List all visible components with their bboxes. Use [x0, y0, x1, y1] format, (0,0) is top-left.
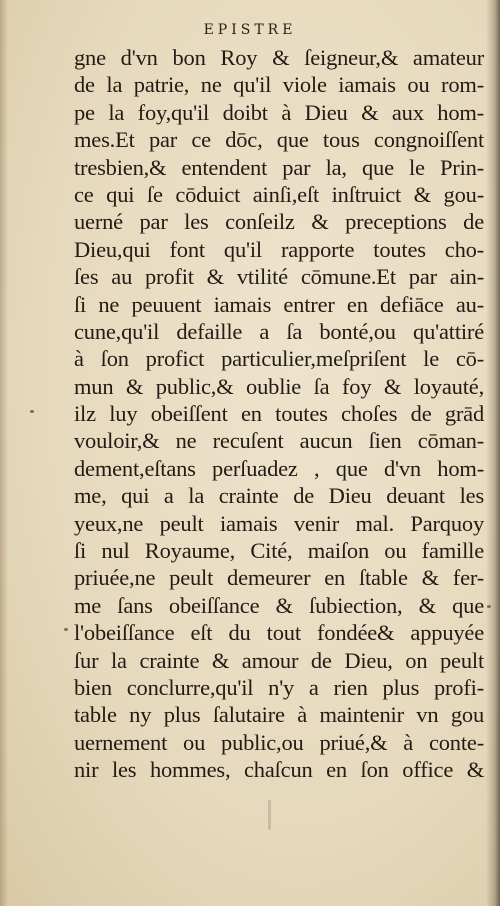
text-line: ilz luy obeiſſent en toutes choſes de grād: [74, 401, 484, 427]
text-line: ſi nul Royaume, Cité, maiſon ou famille: [74, 538, 484, 564]
text-line: gne d'vn bon Roy & ſeigneur,& amateur: [74, 45, 484, 70]
text-line: mun & public,& oublie ſa foy & loyauté,: [74, 373, 484, 399]
body-text: [74, 44, 484, 784]
text-line: l'obeiſſance eſt du tout fondée& appuyée: [74, 620, 484, 646]
text-line: à ſon profict particulier,meſpriſent le cō-: [74, 346, 484, 372]
page-gutter-shadow: [0, 0, 8, 906]
text-line: de la patrie, ne qu'il viole iamais ou rom-: [74, 72, 484, 98]
text-line: pe la foy,qu'il doibt à Dieu & aux hom-: [74, 99, 484, 125]
text-line: uerné par les conſeilz & preceptions de: [74, 209, 484, 235]
text-line: bien conclurre,qu'il n'y a rien plus profi-: [74, 674, 484, 700]
text-line: tresbien,& entendent par la, que le Prin-: [74, 154, 484, 180]
margin-mark: [487, 605, 491, 608]
text-line: ſes au profit & vtilité cōmune.Et par ain-: [74, 264, 484, 290]
text-line: ſi ne peuuent iamais entrer en defiāce au-: [74, 291, 484, 317]
margin-mark: [64, 628, 68, 631]
text-line: ce qui ſe cōduict ainſi,eſt inſtruict & gou-: [74, 181, 484, 207]
text-line: priuée,ne peult demeurer en ſtable & fer-: [74, 565, 484, 591]
margin-mark: [30, 410, 34, 413]
text-line: vouloir,& ne recuſent aucun ſien cōman-: [74, 428, 484, 454]
text-line: dement,eſtans perſuadez , que d'vn hom-: [74, 455, 484, 481]
text-line: me ſans obeiſſance & ſubiection, & que: [74, 592, 484, 618]
text-line: yeux,ne peult iamais venir mal. Parquoy: [74, 510, 484, 536]
text-line: Dieu,qui font qu'il rapporte toutes cho-: [74, 236, 484, 262]
text-line: me, qui a la crainte de Dieu deuant les: [74, 483, 484, 509]
paper-stain: [268, 800, 271, 830]
text-line: ſur la crainte & amour de Dieu, on peult: [74, 647, 484, 673]
running-head: EPISTRE: [203, 22, 297, 38]
text-line: nir les hommes, chaſcun en ſon office &: [74, 757, 484, 783]
text-line: table ny plus ſalutaire à maintenir vn gou: [74, 702, 484, 728]
text-line: uernement ou public,ou priué,& à conte-: [74, 729, 484, 755]
page-edge-shadow: [486, 0, 500, 906]
text-line: cune,qu'il defaille a ſa bonté,ou qu'attiré: [74, 318, 484, 344]
text-line: mes.Et par ce dōc, que tous congnoiſſent: [74, 127, 484, 153]
